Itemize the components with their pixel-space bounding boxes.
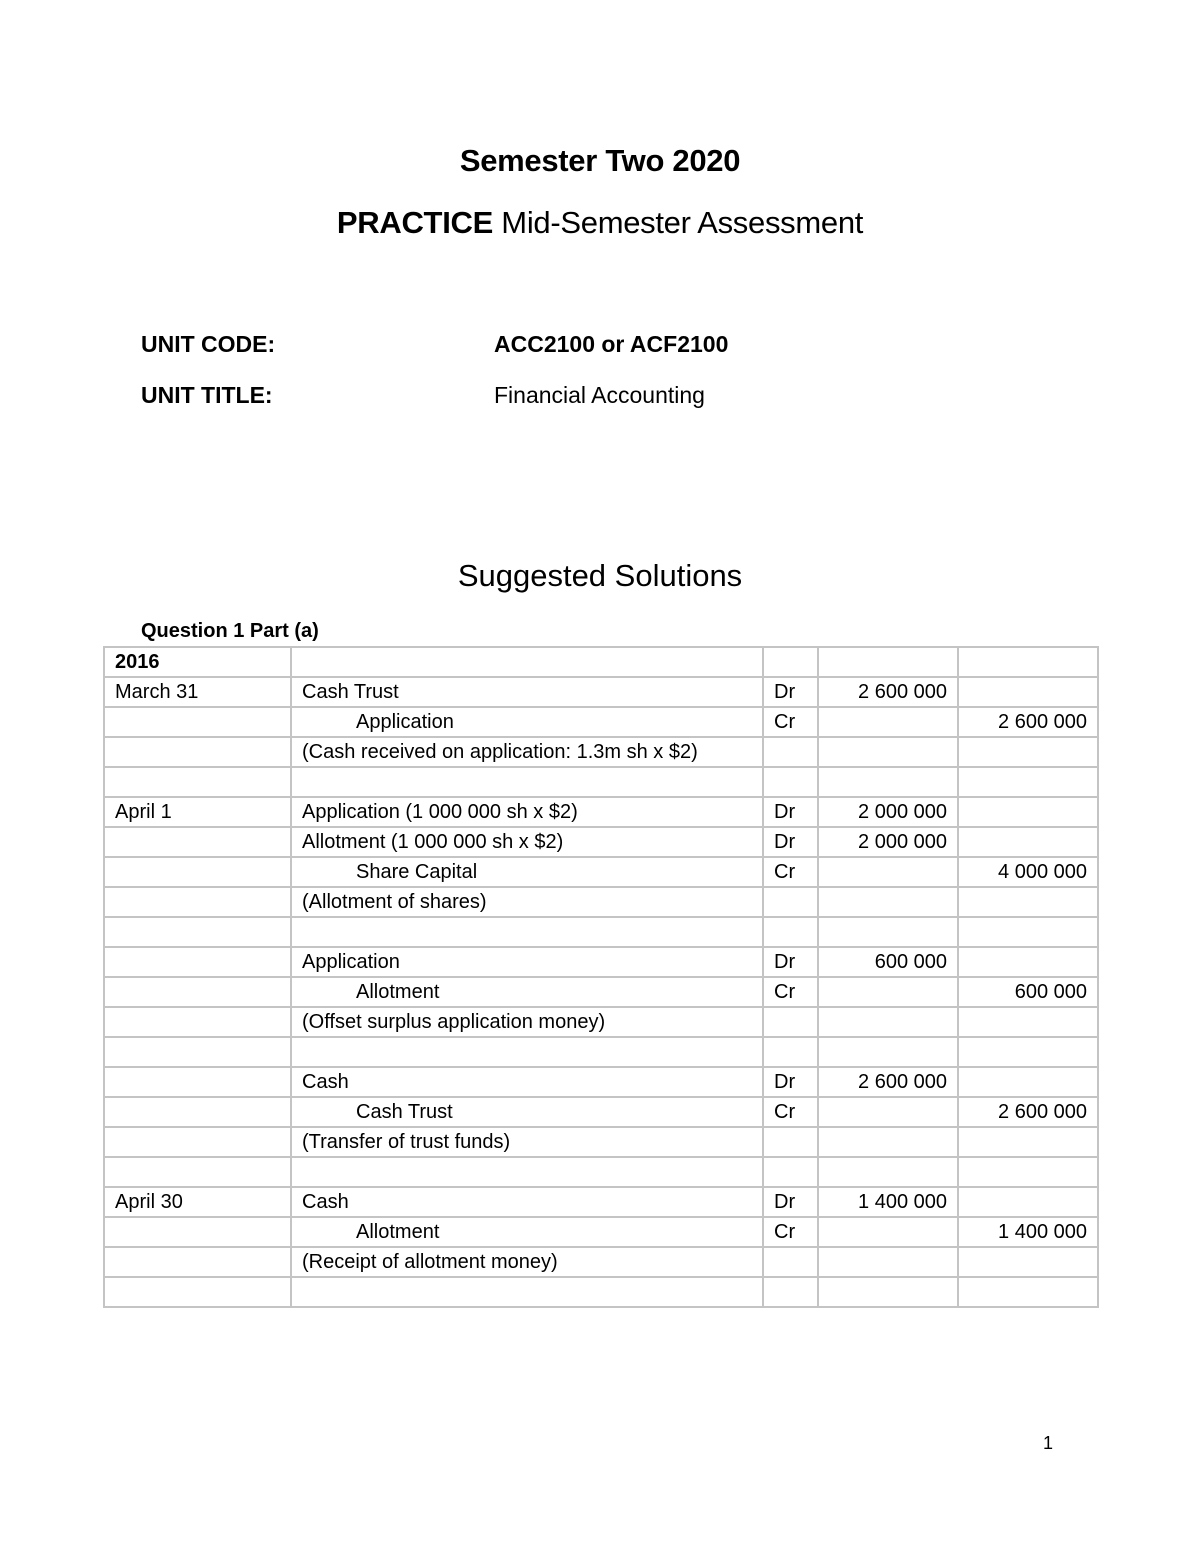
date-cell: April 30 [104, 1187, 291, 1217]
account-cell: Share Capital [291, 857, 763, 887]
debit-cell [818, 887, 958, 917]
credit-cell [958, 947, 1098, 977]
table-row [104, 857, 1098, 887]
debit-cell [818, 1127, 958, 1157]
account-cell: Application [291, 707, 763, 737]
page-title: Semester Two 2020 [459, 143, 741, 178]
side-cell [763, 1127, 818, 1157]
debit-cell [818, 917, 958, 947]
debit-cell [818, 767, 958, 797]
debit-cell: 2 600 000 [818, 677, 958, 707]
account-cell [291, 647, 763, 677]
date-cell [104, 857, 291, 887]
date-cell [104, 1037, 291, 1067]
table-row [104, 677, 1098, 707]
table-row [104, 887, 1098, 917]
side-cell: Dr [763, 797, 818, 827]
side-cell [763, 737, 818, 767]
account-cell: Allotment (1 000 000 sh x $2) [291, 827, 763, 857]
account-cell: (Transfer of trust funds) [291, 1127, 763, 1157]
debit-cell [818, 857, 958, 887]
date-cell [104, 827, 291, 857]
account-cell: (Receipt of allotment money) [291, 1247, 763, 1277]
table-row [104, 1097, 1098, 1127]
table-row [104, 917, 1098, 947]
account-cell: (Offset surplus application money) [291, 1007, 763, 1037]
date-cell [104, 1007, 291, 1037]
debit-cell: 2 000 000 [818, 797, 958, 827]
credit-cell [958, 1007, 1098, 1037]
credit-cell [958, 1187, 1098, 1217]
account-cell: Allotment [291, 1217, 763, 1247]
side-cell: Cr [763, 707, 818, 737]
table-row [104, 797, 1098, 827]
debit-cell [818, 1097, 958, 1127]
date-cell [104, 1127, 291, 1157]
account-cell: Cash Trust [291, 677, 763, 707]
account-cell: (Cash received on application: 1.3m sh x $2) [291, 737, 763, 767]
side-cell [763, 1007, 818, 1037]
table-row [104, 1217, 1098, 1247]
side-cell: Cr [763, 857, 818, 887]
unit-code-label: UNIT CODE: [141, 331, 276, 357]
table-row [104, 1037, 1098, 1067]
table-row [104, 707, 1098, 737]
credit-cell [958, 887, 1098, 917]
page-subtitle [0, 205, 1200, 241]
account-cell [291, 1037, 763, 1067]
side-cell: Cr [763, 1217, 818, 1247]
side-cell: Dr [763, 827, 818, 857]
subtitle-emphasis: PRACTICE [336, 205, 493, 240]
debit-cell [818, 977, 958, 1007]
side-cell [763, 887, 818, 917]
debit-cell [818, 647, 958, 677]
credit-cell [958, 917, 1098, 947]
table-row [104, 1127, 1098, 1157]
credit-cell [958, 1157, 1098, 1187]
credit-cell [958, 677, 1098, 707]
account-cell: Application (1 000 000 sh x $2) [291, 797, 763, 827]
date-cell [104, 947, 291, 977]
credit-cell [958, 797, 1098, 827]
account-cell: (Allotment of shares) [291, 887, 763, 917]
unit-code-value: ACC2100 or ACF2100 [494, 331, 729, 357]
date-cell [104, 707, 291, 737]
debit-cell [818, 737, 958, 767]
question-heading: Question 1 Part (a) [141, 620, 319, 642]
account-cell [291, 1157, 763, 1187]
date-cell [104, 1067, 291, 1097]
credit-cell: 2 600 000 [958, 1097, 1098, 1127]
credit-cell [958, 1127, 1098, 1157]
side-cell [763, 1277, 818, 1307]
debit-cell: 2 600 000 [818, 1067, 958, 1097]
date-cell [104, 977, 291, 1007]
account-cell [291, 1277, 763, 1307]
account-cell [291, 767, 763, 797]
credit-cell [958, 1037, 1098, 1067]
table-row [104, 977, 1098, 1007]
date-cell: April 1 [104, 797, 291, 827]
section-heading: Suggested Solutions [457, 558, 743, 593]
table-row [104, 767, 1098, 797]
table-row [104, 1157, 1098, 1187]
credit-cell [958, 767, 1098, 797]
debit-cell: 600 000 [818, 947, 958, 977]
credit-cell: 4 000 000 [958, 857, 1098, 887]
date-cell [104, 917, 291, 947]
date-cell [104, 1217, 291, 1247]
journal-table [103, 646, 1099, 1308]
side-cell: Cr [763, 977, 818, 1007]
date-cell: March 31 [104, 677, 291, 707]
account-cell: Cash Trust [291, 1097, 763, 1127]
debit-cell [818, 707, 958, 737]
date-cell [104, 1157, 291, 1187]
credit-cell [958, 647, 1098, 677]
account-cell: Allotment [291, 977, 763, 1007]
credit-cell: 2 600 000 [958, 707, 1098, 737]
side-cell [763, 917, 818, 947]
side-cell: Dr [763, 1067, 818, 1097]
debit-cell [818, 1277, 958, 1307]
debit-cell [818, 1247, 958, 1277]
side-cell [763, 1157, 818, 1187]
account-cell: Cash [291, 1187, 763, 1217]
debit-cell: 1 400 000 [818, 1187, 958, 1217]
table-row [104, 1187, 1098, 1217]
credit-cell: 1 400 000 [958, 1217, 1098, 1247]
credit-cell [958, 1277, 1098, 1307]
debit-cell: 2 000 000 [818, 827, 958, 857]
subtitle-text: Mid-Semester Assessment [492, 205, 864, 240]
credit-cell [958, 827, 1098, 857]
table-row [104, 1067, 1098, 1097]
date-cell: 2016 [104, 647, 291, 677]
side-cell: Dr [763, 1187, 818, 1217]
side-cell [763, 1037, 818, 1067]
page-number: 1 [1043, 1433, 1054, 1453]
debit-cell [818, 1157, 958, 1187]
credit-cell: 600 000 [958, 977, 1098, 1007]
side-cell [763, 647, 818, 677]
side-cell [763, 1247, 818, 1277]
credit-cell [958, 737, 1098, 767]
debit-cell [818, 1217, 958, 1247]
debit-cell [818, 1037, 958, 1067]
date-cell [104, 737, 291, 767]
date-cell [104, 1097, 291, 1127]
table-row [104, 1007, 1098, 1037]
side-cell [763, 767, 818, 797]
credit-cell [958, 1067, 1098, 1097]
date-cell [104, 767, 291, 797]
debit-cell [818, 1007, 958, 1037]
unit-title-value: Financial Accounting [494, 382, 705, 408]
date-cell [104, 1247, 291, 1277]
table-row [104, 1277, 1098, 1307]
table-row [104, 827, 1098, 857]
table-row [104, 647, 1098, 677]
unit-title-label: UNIT TITLE: [141, 382, 273, 408]
account-cell: Application [291, 947, 763, 977]
side-cell: Dr [763, 947, 818, 977]
table-row [104, 737, 1098, 767]
account-cell [291, 917, 763, 947]
date-cell [104, 1277, 291, 1307]
side-cell: Dr [763, 677, 818, 707]
table-row [104, 947, 1098, 977]
account-cell: Cash [291, 1067, 763, 1097]
side-cell: Cr [763, 1097, 818, 1127]
credit-cell [958, 1247, 1098, 1277]
table-row [104, 1247, 1098, 1277]
date-cell [104, 887, 291, 917]
